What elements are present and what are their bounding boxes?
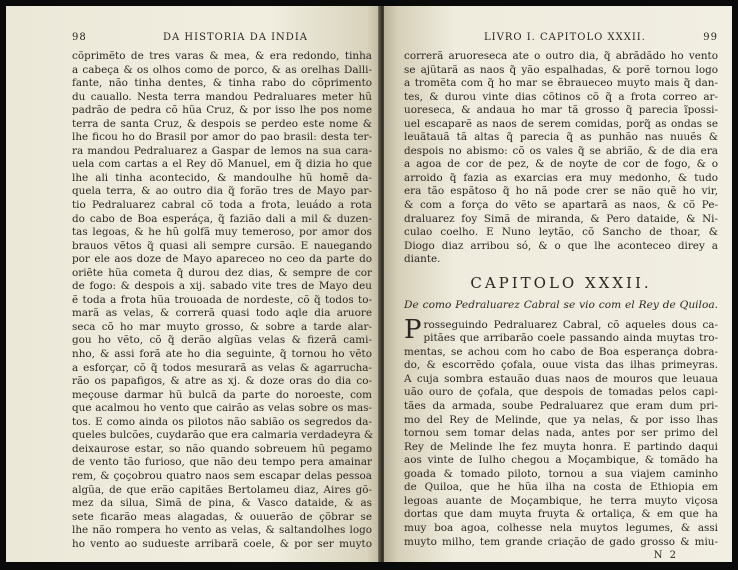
left-page bbox=[6, 6, 382, 562]
text-line: du cauallo. Nesta terra mandou Pedraluares meter hũ bbox=[72, 90, 372, 103]
text-line: despois no abismo: cõ os vales q̃ se abrião, & de dia era bbox=[404, 144, 718, 157]
text-line: ra mandou Pedraluarez a Gaspar de lemos na sua cara- bbox=[72, 144, 372, 157]
text-line: draluarez foy Simã de miranda, & Pero dataide, & Ni- bbox=[404, 212, 718, 225]
text-line: lhe ali tinha acontecido, & mandoulhe hũ homẽ da- bbox=[72, 171, 372, 184]
right-page-number: 99 bbox=[703, 32, 718, 43]
text-line: a cabeça & os olhos como de porco, & as orelhas Dalli- bbox=[72, 63, 372, 76]
text-line: muy boa agoa, colhesse nela muytos legumes, & assi bbox=[404, 521, 718, 534]
text-line: meçouse darmar hũ bulcã da parte do noroeste, com bbox=[72, 388, 372, 401]
text-line: deixaurose estar, so não quando sobreuem hũ pegamo bbox=[72, 442, 372, 455]
left-running-head bbox=[72, 32, 372, 48]
text-line: uela com cartas a el Rey dõ Manuel, em q̃ dizia ho que bbox=[72, 158, 372, 171]
text-line: lhe ficou ho do Brasil por amor do pao brasil: desta ter- bbox=[72, 131, 372, 144]
text-line: era tão espãtoso q̃ ho nã pode crer se não quẽ ho vir, bbox=[404, 185, 718, 198]
right-page bbox=[384, 6, 732, 562]
text-line: marã as velas, & correrã quasi todo aqle dia aruore bbox=[72, 307, 372, 320]
text-line: tas legoas, & he hũ golfã muy temeroso, por amor dos bbox=[72, 226, 372, 239]
text-line: se ajũtarã as naos q̃ yão espalhadas, & porẽ tornou logo bbox=[404, 63, 718, 76]
text-line: seca cõ ho mar muyto grosso, & sobre a tarde alar- bbox=[72, 320, 372, 333]
text-line: Rey de Melinde lhe fez muyta honra. E partindo daqui bbox=[404, 440, 718, 453]
left-page-number: 98 bbox=[72, 32, 87, 43]
right-running-head bbox=[404, 32, 718, 48]
text-line: sete ficarão meas alagadas, & ouuerão de çõbrar se bbox=[72, 510, 372, 523]
text-line: fante, não tinha dentes, & tinha rabo do cõprimento bbox=[72, 77, 372, 90]
right-running-title: LIVRO I. CAPITOLO XXXII. bbox=[484, 32, 646, 43]
text-line: pitães que arribarão coele passando ainda muytas tro- bbox=[423, 332, 718, 345]
text-line: tornou sem tomar delas nada, antes por ser primo del bbox=[404, 427, 718, 440]
text-line: lhe não rompera ho vento as velas, & saltandolhes logo bbox=[72, 524, 372, 537]
chapter-subtitle: De como Pedraluarez Cabral se vio com el Rey de Quiloa. bbox=[404, 298, 718, 311]
text-line: de Quiloa, que he hũa ilha na costa de Ethiopia em bbox=[404, 481, 718, 494]
text-line: mentas, se achou com ho cabo de Boa esperança dobra- bbox=[404, 345, 718, 358]
text-line: mez da silua, Simã de pina, & Vasco dataide, & as bbox=[72, 497, 372, 510]
text-line: cõprimẽto de tres varas & mea, & era redondo, tinha bbox=[72, 50, 372, 62]
right-text-block-bottom bbox=[404, 332, 718, 549]
text-line: ho vento ao sudueste arribarã coele, & por ser muyto bbox=[72, 537, 372, 550]
drop-initial: P bbox=[404, 314, 422, 345]
text-line: correrã aruoreseca ate o outro dia, q̃ abrãdãdo ho vento bbox=[404, 50, 718, 62]
text-line: legoas auante de Moçambique, he terra muyto viçosa bbox=[404, 494, 718, 507]
text-line: uoreseca, & andaua ho mar tã grosso q̃ parecia ĩpossi- bbox=[404, 104, 718, 117]
text-line: Diogo diaz arribou só, & o que lhe aconteceo direy a bbox=[404, 239, 718, 252]
text-line: ẽ toda a frota hũa trouoada de nordeste, cõ q̃ todos to- bbox=[72, 293, 372, 306]
text-line: padrão de pedra cõ hũa Cruz, & por isso lhe pos nome bbox=[72, 104, 372, 117]
left-text-block bbox=[72, 50, 372, 551]
left-running-title: DA HISTORIA DA INDIA bbox=[163, 32, 308, 43]
text-line: a esforçar, cõ q̃ todos mesurarã as velas & agarrucha- bbox=[72, 361, 372, 374]
chapter-heading: CAPITOLO XXXII. bbox=[470, 273, 652, 292]
text-line: culao coelho. E Nuno leytão, cõ Sancho de thoar, & bbox=[404, 226, 718, 239]
text-line: mo del Rey de Melinde, que ya nelas, & por isso lhas bbox=[404, 413, 718, 426]
right-text-block-top bbox=[404, 50, 718, 267]
text-line: muyto milho, tem grande criação de gado grosso & miu- bbox=[404, 535, 718, 548]
text-line: tães da armada, soube Pedraluarez que eram dum pri- bbox=[404, 400, 718, 413]
first-line-text: rosseguindo Pedraluarez Cabral, cõ aqueles dous ca- bbox=[423, 318, 718, 331]
text-line: diante. bbox=[404, 253, 441, 266]
text-line: terra de santa Cruz, & despois se perdeo este nome & bbox=[72, 117, 372, 130]
text-line: goada & tomado piloto, tornou a sua viajem caminho bbox=[404, 467, 718, 480]
text-line: dortas que dam muyta fruyta & ortaliça, & em que ha bbox=[404, 508, 718, 521]
text-line: aos vinte de Iulho chegou a Moçambique, & tomãdo ha bbox=[404, 454, 718, 467]
text-line: & com a força do vẽto se apartarã as naos, & cõ Pe- bbox=[404, 199, 718, 212]
text-line: A cuja sombra estauão duas naos de mouros que leuaua bbox=[404, 372, 718, 385]
text-line: a agoa de cor de pez, & de noyte de cor de fogo, & o bbox=[404, 158, 718, 171]
signature-mark: N 2 bbox=[653, 550, 678, 562]
text-line: de fogo: & despois a xij. sabado vite tres de Mayo deu bbox=[72, 280, 372, 293]
text-line: tos. E como ainda os pilotos não sabião os segredos da- bbox=[72, 415, 372, 428]
text-line: nho, & assi forã ate ho dia seguinte, q̃ tornou ho vẽto bbox=[72, 348, 372, 361]
text-line: a tromẽta com q̃ ho mar se ẽbraueceo muyto mais q̃ dan- bbox=[404, 77, 718, 90]
text-line: rão os papafigos, & atre as xj. & doze oras do dia co- bbox=[72, 375, 372, 388]
text-line: oriẽte hũa cometa q̃ durou dez dias, & sempre de cor bbox=[72, 266, 372, 279]
text-line: rem, & çoçobrou quatro naos sem escapar delas pessoa bbox=[72, 469, 372, 482]
text-line: de vento tão furioso, que não deu tempo pera amainar bbox=[72, 456, 372, 469]
text-line: arroido q̃ fazia as exarcias era muy medonho, & tudo bbox=[404, 171, 718, 184]
text-line: tes, & durou vinte dias cõtinos cõ q̃ a frota correo ar- bbox=[404, 90, 718, 103]
text-line: que acalmou ho vento que cairão as velas sobre os mas- bbox=[72, 402, 372, 415]
text-line: algũa, de que erão capitães Bertolameu diaz, Aires gõ- bbox=[72, 483, 372, 496]
text-line: por ele aos doze de Mayo apareceo no ceo da parte do bbox=[72, 253, 372, 266]
text-line: do cabo de Boa esperáça, q̃ fazião dali a mil & duzen- bbox=[72, 212, 372, 225]
text-line: uel escaparẽ as naos de serem comidas, porq̃ as ondas se bbox=[404, 117, 718, 130]
text-line: uão ouro de çofala, que despois de tomadas pelos capi- bbox=[404, 386, 718, 399]
text-line: brauos vẽtos q̃ quasi ali sempre cursão. E nauegando bbox=[72, 239, 372, 252]
text-line: gou ho vẽto, cõ q̃ derão algũas velas & fizerã cami- bbox=[72, 334, 372, 347]
text-line: tio Pedraluarez cabral cõ toda a frota, leuádo a rota bbox=[72, 199, 372, 212]
text-line: queles bulcões, cuydarão que era calmaria verdadeyra & bbox=[72, 429, 374, 442]
text-line: leuãtauã tã altas q̃ parecia q̃ as punhão nas nuuẽs & bbox=[404, 131, 718, 144]
text-line: do, & escorrẽdo çofala, ouue vista das ilhas primeyras. bbox=[404, 359, 718, 372]
text-line: quela terra, & ao outro dia q̃ forão tres de Mayo par- bbox=[72, 185, 372, 198]
